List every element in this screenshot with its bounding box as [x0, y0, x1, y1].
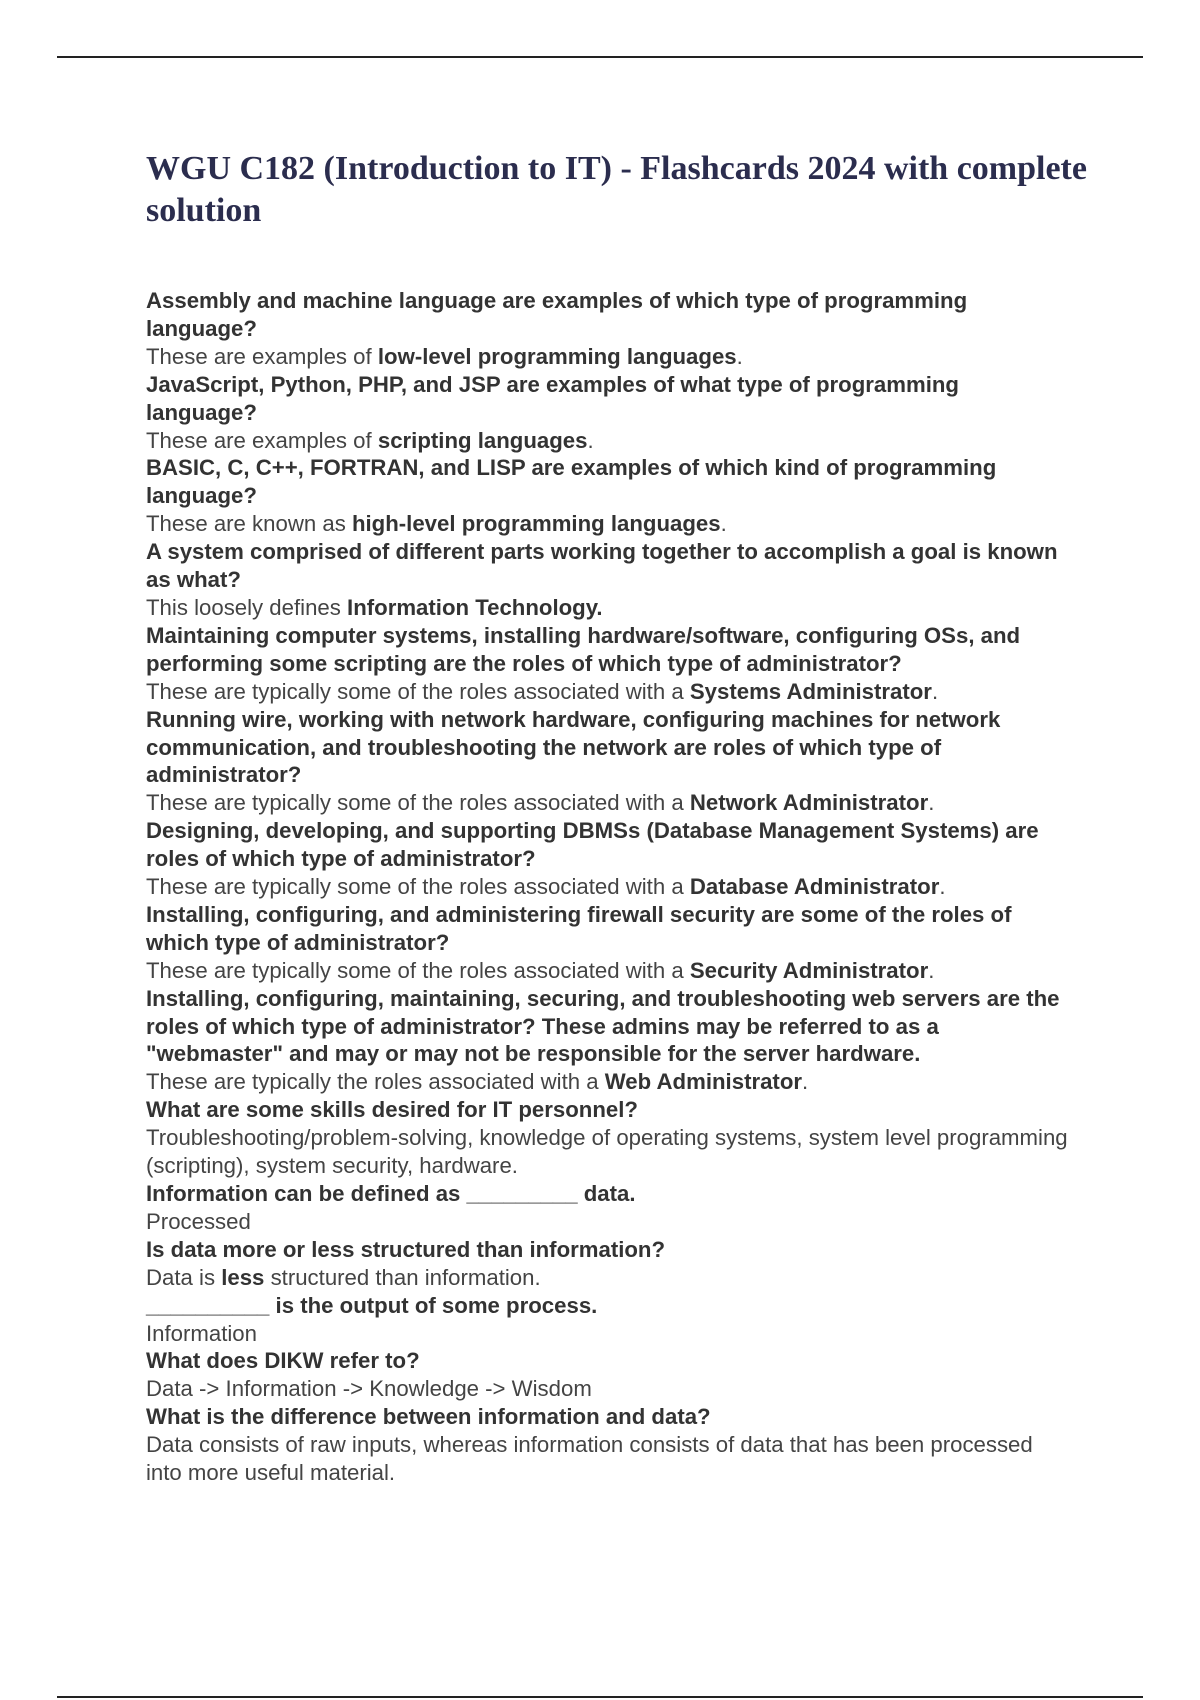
flashcard-question: Installing, configuring, and administering firewall security are some of the roles of which type of administrator? — [146, 901, 1012, 955]
flashcard-question: Is data more or less structured than information? — [146, 1236, 666, 1262]
flashcard-question: JavaScript, Python, PHP, and JSP are examples of what type of programming language? — [146, 371, 959, 425]
flashcard — [146, 538, 1071, 622]
flashcard — [146, 1236, 1071, 1292]
flashcard-answer: These are known as high-level programming languages. — [146, 511, 727, 537]
flashcard — [146, 1347, 1071, 1403]
flashcard — [146, 1096, 1071, 1180]
flashcard-answer: Data consists of raw inputs, whereas information consists of data that has been processed into more useful material. — [146, 1432, 1033, 1486]
flashcard-question: Maintaining computer systems, installing hardware/software, configuring OSs, and performing some scripting are the roles of which type of administrator? — [146, 622, 1021, 676]
flashcard-answer: Data -> Information -> Knowledge -> Wisdom — [146, 1376, 592, 1402]
flashcard-question: A system comprised of different parts working together to accomplish a goal is known as what? — [146, 539, 1058, 593]
flashcard — [146, 706, 1071, 818]
flashcard-question: Information can be defined as _________ data. — [146, 1181, 636, 1206]
flashcard — [146, 1403, 1071, 1487]
flashcard — [146, 985, 1071, 1097]
flashcard-answer: This loosely defines Information Technology. — [146, 594, 603, 620]
flashcard — [146, 901, 1071, 985]
flashcard — [146, 622, 1071, 706]
flashcard-question: What are some skills desired for IT personnel? — [146, 1097, 638, 1123]
flashcard-answer: Troubleshooting/problem-solving, knowledge of operating systems, system level programming (scripting), system security, hardware. — [146, 1125, 1068, 1179]
flashcard-question: __________ is the output of some process. — [146, 1292, 598, 1318]
flashcard-answer: Information — [146, 1320, 257, 1346]
flashcard-question: What does DIKW refer to? — [146, 1348, 420, 1374]
flashcard — [146, 454, 1071, 538]
flashcard-answer: These are examples of scripting languages. — [146, 427, 594, 453]
flashcard-answer: These are examples of low-level programming languages. — [146, 343, 743, 369]
flashcard-answer: Processed — [146, 1208, 251, 1234]
flashcard-list — [146, 287, 1071, 1487]
flashcard-question: Designing, developing, and supporting DBMSs (Database Management Systems) are roles of which type of administrator? — [146, 818, 1039, 872]
flashcard-question: BASIC, C, C++, FORTRAN, and LISP are examples of which kind of programming language? — [146, 455, 997, 509]
top-rule — [57, 56, 1143, 58]
flashcard-answer: These are typically some of the roles associated with a Database Administrator. — [146, 874, 946, 900]
flashcard-answer: Data is less structured than information. — [146, 1264, 541, 1290]
flashcard-answer: These are typically some of the roles associated with a Security Administrator. — [146, 957, 935, 983]
flashcard — [146, 1180, 1071, 1236]
flashcard — [146, 1292, 1071, 1348]
document-title: WGU C182 (Introduction to IT) - Flashcards 2024 with complete solution — [146, 150, 1087, 229]
flashcard-answer: These are typically some of the roles associated with a Systems Administrator. — [146, 678, 939, 704]
flashcard-answer: These are typically the roles associated with a Web Administrator. — [146, 1069, 809, 1095]
flashcard — [146, 371, 1071, 455]
flashcard-question: Installing, configuring, maintaining, securing, and troubleshooting web servers are the roles of which type of administrator? These admins may be referred to as a "webmaster" and may or may not be responsible for the server hardware. — [146, 985, 1060, 1067]
flashcard-question: Assembly and machine language are examples of which type of programming language? — [146, 288, 968, 341]
flashcard — [146, 287, 1071, 371]
flashcard-answer: These are typically some of the roles associated with a Network Administrator. — [146, 790, 935, 816]
flashcard — [146, 817, 1071, 901]
flashcard-question: Running wire, working with network hardware, configuring machines for network communication, and troubleshooting the network are roles of which type of administrator? — [146, 706, 1001, 788]
bottom-rule — [57, 1696, 1143, 1698]
flashcard-question: What is the difference between information and data? — [146, 1404, 711, 1430]
